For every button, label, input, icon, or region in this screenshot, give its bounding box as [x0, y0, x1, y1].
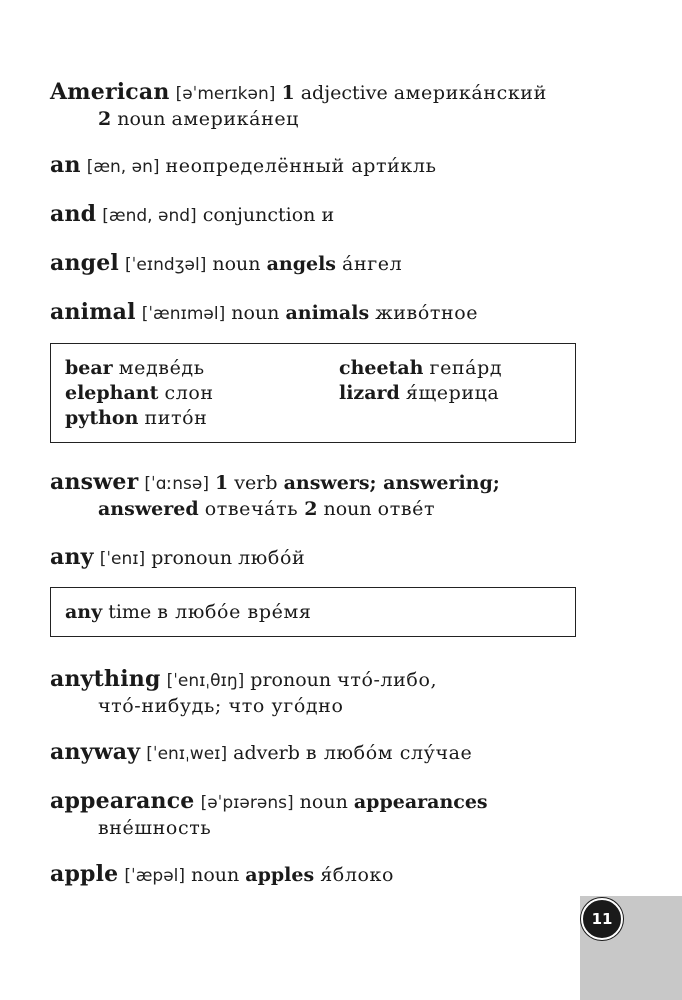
- headword: animal: [50, 299, 136, 325]
- translation: америка́нец: [171, 108, 299, 130]
- verb-forms: answered: [98, 498, 199, 520]
- example-item: [65, 381, 339, 406]
- part-of-speech: conjunction: [202, 204, 316, 226]
- headword: apple: [50, 861, 119, 887]
- headword: an: [50, 152, 81, 178]
- example-en: cheetah: [339, 357, 424, 379]
- phonetic: [ˈenɪ]: [99, 549, 146, 569]
- translation: и: [321, 204, 335, 226]
- headword: anything: [50, 666, 161, 692]
- example-en: bear: [65, 357, 113, 379]
- example-item: [339, 356, 561, 381]
- translation: отве́т: [377, 498, 436, 520]
- part-of-speech: noun: [299, 791, 348, 813]
- translation: любо́й: [238, 547, 306, 569]
- plural-form: appearances: [353, 791, 488, 813]
- animal-examples-grid: [65, 356, 561, 431]
- headword: anyway: [50, 739, 141, 765]
- example-en: elephant: [65, 382, 159, 404]
- example-en: python: [65, 407, 139, 429]
- translation: живо́тное: [375, 302, 479, 324]
- page-number-badge: [581, 898, 623, 940]
- page-number: 11: [591, 910, 613, 928]
- part-of-speech: pronoun: [151, 547, 233, 569]
- example-en: lizard: [339, 382, 400, 404]
- entry-anyway: [50, 740, 590, 767]
- entry-animal: [50, 300, 590, 327]
- translation: а́нгел: [342, 253, 403, 275]
- entry-and: [50, 202, 590, 229]
- headword: any: [50, 544, 94, 570]
- plural-form: angels: [266, 253, 336, 275]
- phonetic: [ˈenɪˌθɪŋ]: [166, 671, 245, 691]
- entry-angel: [50, 251, 590, 278]
- phonetic: [ˈɑːnsə]: [144, 474, 209, 494]
- part-of-speech: noun: [191, 864, 240, 886]
- phonetic: [əˈpɪərəns]: [200, 793, 294, 813]
- translation: в любо́м слу́чае: [305, 742, 473, 764]
- entry-anything: [50, 667, 590, 719]
- entry-continuation: [50, 107, 590, 132]
- translation: неопределённый арти́кль: [165, 155, 437, 177]
- sense-number: 2: [98, 108, 112, 130]
- entry-american: [50, 80, 590, 132]
- phonetic: [ænd, ənd]: [102, 206, 197, 226]
- part-of-speech: adjective: [300, 82, 388, 104]
- translation: отвеча́ть: [204, 498, 299, 520]
- example-ru: пито́н: [144, 407, 208, 429]
- phonetic: [əˈmerɪkən]: [175, 84, 276, 104]
- headword: appearance: [50, 788, 195, 814]
- sense-number: 2: [304, 498, 318, 520]
- part-of-speech: noun: [212, 253, 261, 275]
- phonetic: [ˈeɪndʒəl]: [125, 255, 207, 275]
- headword: and: [50, 201, 97, 227]
- example-item: [339, 381, 561, 406]
- translation: что́-либо,: [337, 669, 438, 691]
- plural-form: animals: [285, 302, 370, 324]
- sense-number: 1: [281, 82, 295, 104]
- phonetic: [ˈenɪˌweɪ]: [146, 744, 228, 764]
- example-ru: я́щерица: [405, 382, 500, 404]
- verb-forms: answers; answering;: [283, 472, 500, 494]
- entry-an: [50, 153, 590, 180]
- any-example-box: [50, 587, 576, 637]
- example-ru: медве́дь: [118, 357, 205, 379]
- example-item: [65, 356, 339, 381]
- entry-appearance: [50, 789, 590, 841]
- part-of-speech: verb: [234, 472, 278, 494]
- entry-continuation: [50, 497, 590, 522]
- headword: angel: [50, 250, 119, 276]
- part-of-speech: noun: [231, 302, 280, 324]
- translation: я́блоко: [320, 864, 395, 886]
- part-of-speech: noun: [323, 498, 372, 520]
- entry-answer: [50, 470, 590, 522]
- example-ru: гепа́рд: [429, 357, 503, 379]
- example-ru: в любо́е вре́мя: [157, 601, 312, 623]
- entry-apple: [50, 862, 590, 889]
- phonetic: [ˈænɪməl]: [141, 304, 226, 324]
- example-word: time: [108, 601, 152, 623]
- headword: answer: [50, 469, 139, 495]
- sense-number: 1: [215, 472, 229, 494]
- phonetic: [æn, ən]: [86, 157, 160, 177]
- part-of-speech: adverb: [233, 742, 300, 764]
- phonetic: [ˈæpəl]: [124, 866, 186, 886]
- part-of-speech: noun: [117, 108, 166, 130]
- headword: American: [50, 79, 170, 105]
- entry-any: [50, 545, 590, 572]
- part-of-speech: pronoun: [250, 669, 332, 691]
- example-item: [65, 406, 339, 431]
- translation: вне́шность: [98, 817, 212, 839]
- translation: америка́нский: [393, 82, 547, 104]
- translation-continuation: что́-нибудь; что уго́дно: [98, 695, 344, 717]
- animal-examples-box: [50, 343, 576, 443]
- example-ru: слон: [164, 382, 214, 404]
- plural-form: apples: [245, 864, 315, 886]
- example-en: any: [65, 601, 103, 623]
